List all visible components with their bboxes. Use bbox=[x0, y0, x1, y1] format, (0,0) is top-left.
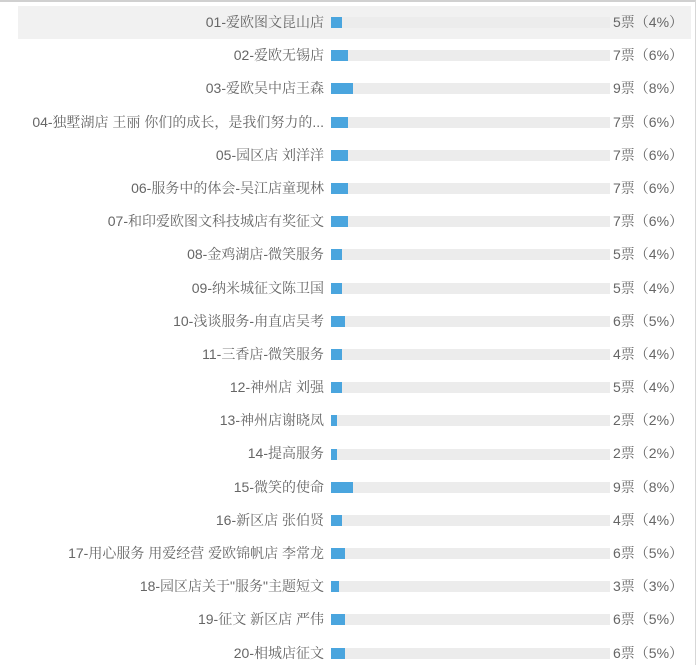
poll-option-row[interactable] bbox=[18, 305, 691, 338]
vote-count: 3票（3%） bbox=[613, 578, 684, 595]
poll-option-row[interactable] bbox=[18, 6, 691, 39]
option-label: 03-爱欧吴中店王森 bbox=[205, 80, 324, 97]
vote-count: 6票（5%） bbox=[613, 545, 684, 561]
option-label: 17-用心服务 用爱经营 爱欧锦帆店 李常龙 bbox=[68, 545, 324, 561]
vote-bar-fill bbox=[331, 349, 342, 360]
option-label: 15-微笑的使命 bbox=[233, 478, 324, 495]
poll-option-row[interactable] bbox=[18, 238, 691, 271]
vote-bar-track bbox=[331, 449, 610, 460]
poll-option-row[interactable] bbox=[18, 637, 691, 665]
vote-bar-fill bbox=[331, 449, 337, 460]
vote-count: 2票（2%） bbox=[613, 445, 684, 462]
vote-bar-fill bbox=[331, 316, 345, 327]
poll-option-row[interactable] bbox=[18, 106, 691, 139]
vote-bar-track bbox=[331, 316, 610, 327]
poll-options-list bbox=[0, 6, 695, 665]
vote-bar-track bbox=[331, 648, 610, 659]
vote-bar-track bbox=[331, 183, 610, 194]
poll-option-row[interactable] bbox=[18, 39, 691, 72]
poll-option-row[interactable] bbox=[18, 570, 691, 603]
vote-bar-fill bbox=[331, 216, 348, 227]
poll-option-row[interactable] bbox=[18, 537, 691, 570]
vote-bar-track bbox=[331, 415, 610, 426]
vote-bar-track bbox=[331, 249, 610, 260]
vote-bar-track bbox=[331, 349, 610, 360]
vote-bar-track bbox=[331, 614, 610, 625]
vote-count: 6票（5%） bbox=[613, 611, 684, 628]
poll-option-row[interactable] bbox=[18, 272, 691, 305]
vote-bar-track bbox=[331, 482, 610, 493]
vote-count: 4票（4%） bbox=[613, 345, 684, 362]
option-label: 13-神州店谢晓凤 bbox=[219, 412, 324, 429]
vote-bar-track bbox=[331, 117, 610, 128]
option-label: 08-金鸡湖店-微笑服务 bbox=[187, 246, 324, 263]
vote-count: 2票（2%） bbox=[613, 412, 684, 429]
option-label: 05-园区店 刘洋洋 bbox=[215, 146, 324, 163]
vote-bar-fill bbox=[331, 382, 342, 393]
vote-count: 9票（8%） bbox=[613, 80, 684, 97]
poll-option-row[interactable] bbox=[18, 437, 691, 470]
option-label: 20-相城店征文 bbox=[233, 644, 324, 661]
vote-count: 5票（4%） bbox=[613, 14, 684, 30]
vote-count: 7票（6%） bbox=[613, 179, 684, 196]
vote-count: 9票（8%） bbox=[613, 478, 684, 495]
option-label: 19-征文 新区店 严伟 bbox=[197, 611, 324, 628]
poll-option-row[interactable] bbox=[18, 338, 691, 371]
vote-count: 6票（5%） bbox=[613, 312, 684, 329]
poll-option-row[interactable] bbox=[18, 504, 691, 537]
vote-bar-fill bbox=[331, 283, 342, 294]
vote-bar-track bbox=[331, 382, 610, 393]
vote-count: 5票（4%） bbox=[613, 279, 684, 296]
poll-option-row[interactable] bbox=[18, 172, 691, 205]
option-label: 04-独墅湖店 王丽 你们的成长，是我们努力的... bbox=[32, 113, 324, 130]
vote-bar-fill bbox=[331, 415, 337, 426]
option-label: 09-纳米城征文陈卫国 bbox=[191, 279, 324, 296]
vote-bar-fill bbox=[331, 581, 339, 592]
vote-bar-track bbox=[331, 581, 610, 592]
vote-bar-fill bbox=[331, 17, 342, 28]
vote-count: 7票（6%） bbox=[613, 113, 684, 130]
vote-count: 7票（6%） bbox=[613, 47, 684, 64]
vote-bar-fill bbox=[331, 50, 348, 61]
vote-bar-fill bbox=[331, 183, 348, 194]
vote-bar-track bbox=[331, 50, 610, 61]
vote-bar-fill bbox=[331, 482, 353, 493]
vote-bar-fill bbox=[331, 249, 342, 260]
poll-option-row[interactable] bbox=[18, 205, 691, 238]
option-label: 07-和印爱欧图文科技城店有奖征文 bbox=[107, 213, 324, 230]
vote-bar-track bbox=[331, 150, 610, 161]
poll-option-row[interactable] bbox=[18, 603, 691, 636]
poll-option-row[interactable] bbox=[18, 404, 691, 437]
vote-count: 4票（4%） bbox=[613, 511, 684, 528]
option-label: 02-爱欧无锡店 bbox=[233, 47, 324, 64]
poll-option-row[interactable] bbox=[18, 72, 691, 105]
vote-bar-fill bbox=[331, 515, 342, 526]
vote-bar-track bbox=[331, 17, 610, 28]
vote-count: 6票（5%） bbox=[613, 644, 684, 661]
vote-bar-fill bbox=[331, 83, 353, 94]
vote-bar-fill bbox=[331, 648, 345, 659]
poll-option-row[interactable] bbox=[18, 471, 691, 504]
poll-option-row[interactable] bbox=[18, 371, 691, 404]
vote-count: 5票（4%） bbox=[613, 246, 684, 263]
vote-bar-fill bbox=[331, 117, 348, 128]
vote-bar-track bbox=[331, 515, 610, 526]
option-label: 10-浅谈服务-甪直店吴考 bbox=[173, 312, 324, 329]
option-label: 11-三香店-微笑服务 bbox=[202, 345, 324, 362]
vote-bar-fill bbox=[331, 614, 345, 625]
option-label: 01-爱欧图文昆山店 bbox=[205, 14, 324, 30]
poll-option-row[interactable] bbox=[18, 139, 691, 172]
vote-count: 5票（4%） bbox=[613, 379, 684, 396]
vote-count: 7票（6%） bbox=[613, 213, 684, 230]
vote-bar-fill bbox=[331, 548, 345, 559]
option-label: 06-服务中的体会-吴江店童现林 bbox=[131, 179, 324, 196]
vote-bar-track bbox=[331, 283, 610, 294]
vote-bar-fill bbox=[331, 150, 348, 161]
vote-bar-track bbox=[331, 83, 610, 94]
option-label: 18-园区店关于"服务"主题短文 bbox=[139, 578, 324, 595]
vote-count: 7票（6%） bbox=[613, 146, 684, 163]
option-label: 16-新区店 张伯贤 bbox=[215, 511, 324, 528]
vote-bar-track bbox=[331, 216, 610, 227]
option-label: 12-神州店 刘强 bbox=[229, 379, 324, 396]
option-label: 14-提高服务 bbox=[247, 445, 324, 462]
vote-bar-track bbox=[331, 548, 610, 559]
